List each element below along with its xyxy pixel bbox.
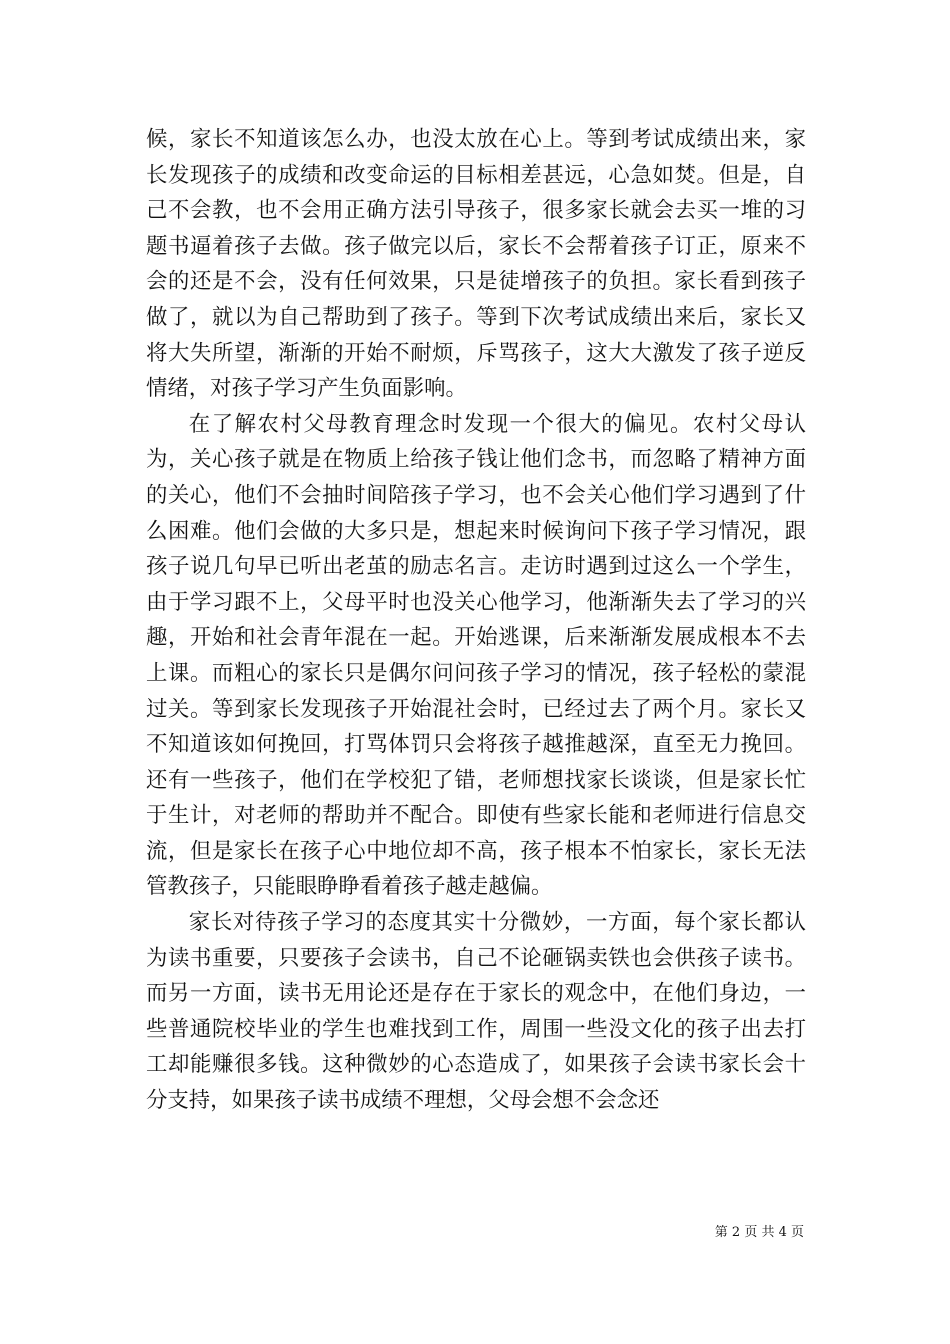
paragraph-3: 家长对待孩子学习的态度其实十分微妙，一方面，每个家长都认为读书重要，只要孩子会读书，自己不论砸锅卖铁也会供孩子读书。而另一方面，读书无用论还是存在于家长的观念中，在他们身边，一些普通院校毕业的学生也难找到工作，周围一些没文化的孩子出去打工却能赚很多钱。这种微妙的心态造成了，如果孩子会读书家长会十分支持，如果孩子读书成绩不理想，父母会想不会念还: [146, 910, 806, 1114]
page-number-footer: 第 2 页 共 4 页: [714, 1225, 804, 1240]
paragraph-2: 在了解农村父母教育理念时发现一个很大的偏见。农村父母认为，关心孩子就是在物质上给孩子钱让他们念书，而忽略了精神方面的关心，他们不会抽时间陪孩子学习，也不会关心他们学习遇到了什么困难。他们会做的大多只是，想起来时候询问下孩子学习情况，跟孩子说几句早已听出老茧的励志名言。走访时遇到过这么一个学生，由于学习跟不上，父母平时也没关心他学习，他渐渐失去了学习的兴趣，开始和社会青年混在一起。开始逃课，后来渐渐发展成根本不去上课。而粗心的家长只是偶尔问问孩子学习的情况，孩子轻松的蒙混过关。等到家长发现孩子开始混社会时，已经过去了两个月。家长又不知道该如何挽回，打骂体罚只会将孩子越推越深，直至无力挽回。还有一些孩子，他们在学校犯了错，老师想找家长谈谈，但是家长忙于生计，对老师的帮助并不配合。即使有些家长能和老师进行信息交流，但是家长在孩子心中地位却不高，孩子根本不怕家长，家长无法管教孩子，只能眼睁睁看着孩子越走越偏。: [146, 411, 806, 900]
body-text: [146, 122, 806, 1119]
paragraph-1: 候，家长不知道该怎么办，也没太放在心上。等到考试成绩出来，家长发现孩子的成绩和改变命运的目标相差甚远，心急如焚。但是，自己不会教，也不会用正确方法引导孩子，很多家长就会去买一堆的习题书逼着孩子去做。孩子做完以后，家长不会帮着孩子订正，原来不会的还是不会，没有任何效果，只是徒增孩子的负担。家长看到孩子做了，就以为自己帮助到了孩子。等到下次考试成绩出来后，家长又将大失所望，渐渐的开始不耐烦，斥骂孩子，这大大激发了孩子逆反情绪，对孩子学习产生负面影响。: [146, 127, 806, 402]
